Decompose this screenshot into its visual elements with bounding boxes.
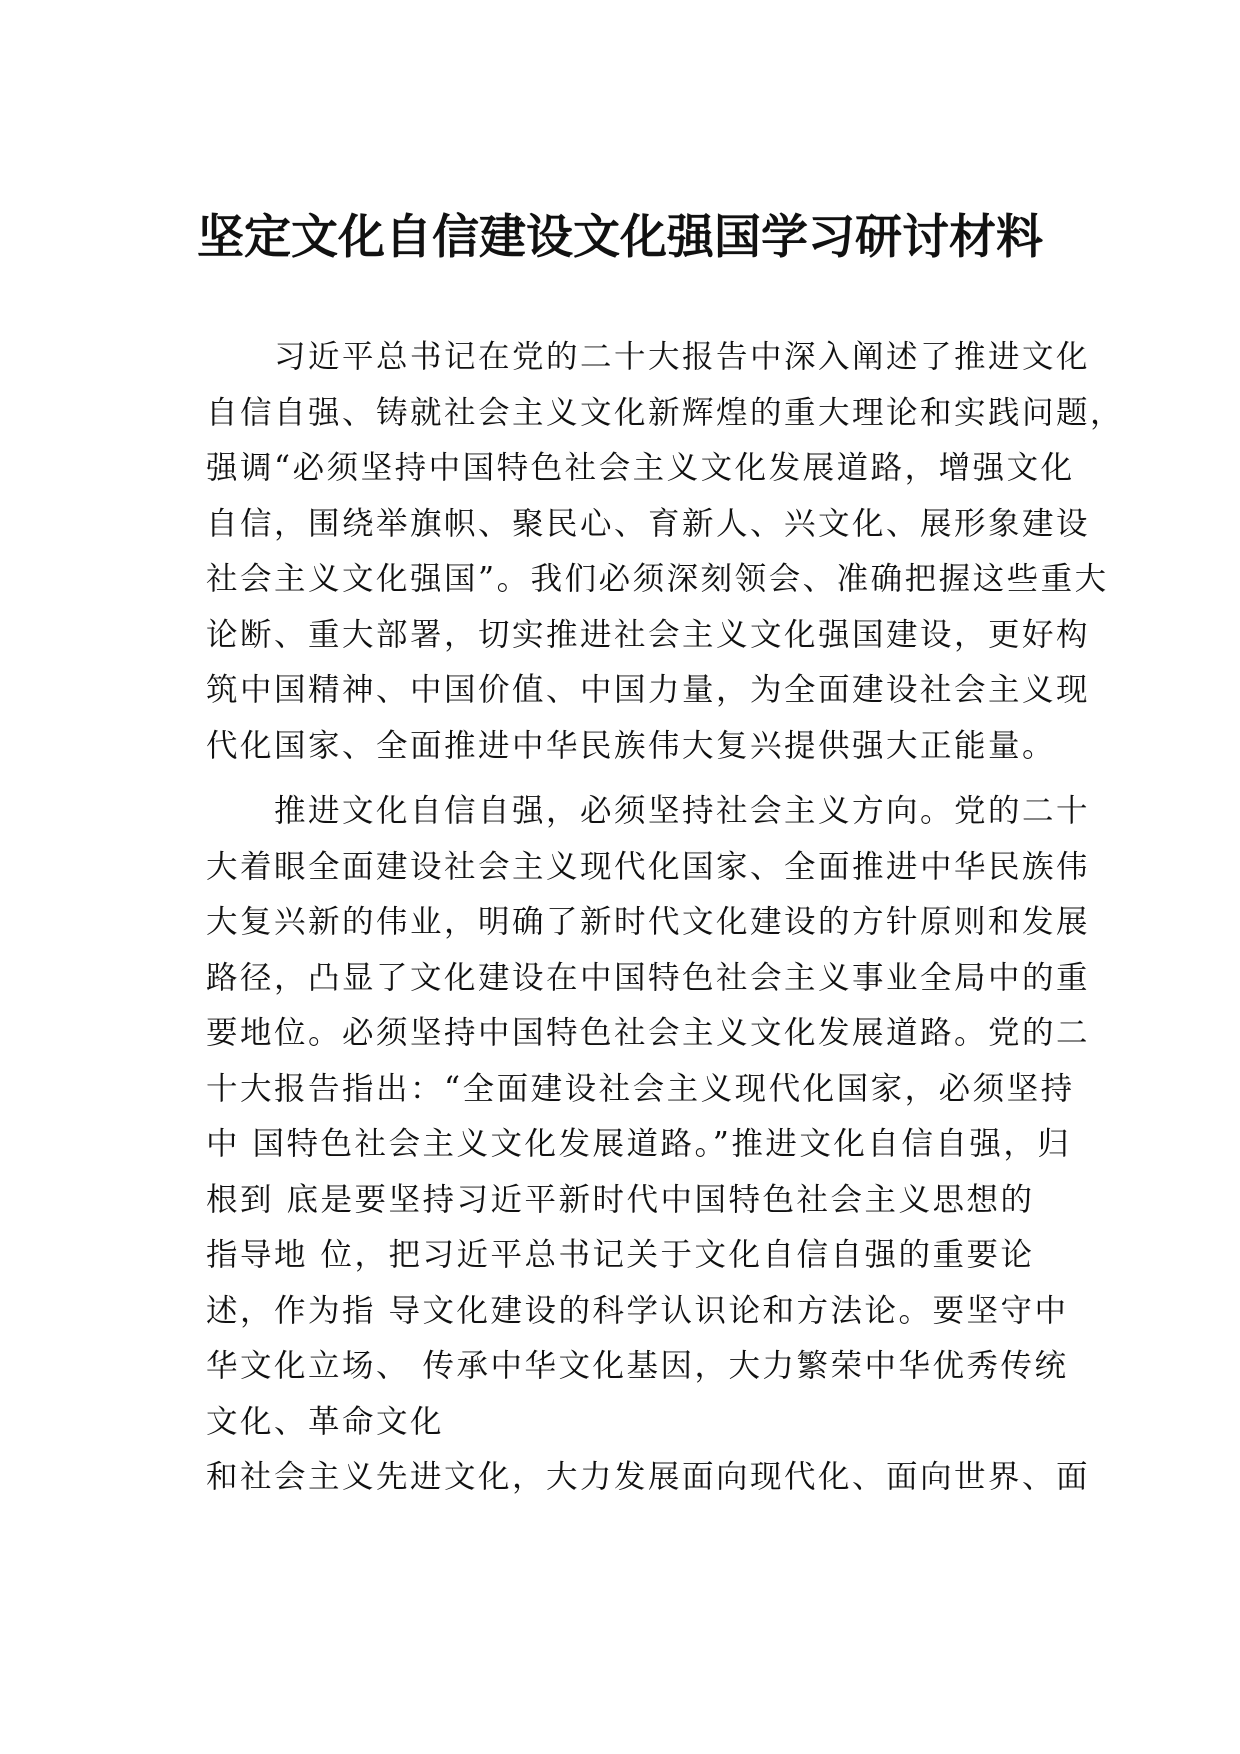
text-line: 指导地 位，把习近平总书记关于文化自信自强的重要论 [206, 1237, 1035, 1273]
text-line: 根到 底是要坚持习近平新时代中国特色社会主义思想的 [206, 1181, 1035, 1218]
text-line: 代化国家、全面推进中华民族伟大复兴提供强大正能量。 [206, 727, 1057, 764]
text-line: 文化、革命文化 [206, 1403, 445, 1440]
text-line: 大复兴新的伟业，明确了新时代文化建设的方针原则和发展 [206, 904, 1091, 940]
text-line: 自信自强、铸就社会主义文化新辉煌的重大理论和实践问题， [206, 394, 1125, 431]
text-line: 和社会主义先进文化，大力发展面向现代化、面向世界、面 [206, 1459, 1091, 1495]
document-title: 坚定文化自信建设文化强国学习研讨材料 [197, 210, 1043, 265]
text-line: 述，作为指 导文化建设的科学认识论和方法论。要坚守中 [206, 1292, 1069, 1329]
paragraph-2 [206, 789, 1091, 1499]
text-line: 十大报告指出：“全面建设社会主义现代化国家，必须坚持 [206, 1070, 1075, 1107]
text-line: 习近平总书记在党的二十大报告中深入阐述了推进文化 [206, 339, 1091, 375]
text-line: 筑中国精神、中国价值、中国力量，为全面建设社会主义现 [206, 672, 1091, 708]
text-line: 推进文化自信自强，必须坚持社会主义方向。党的二十 [206, 793, 1091, 829]
text-line: 强调“必须坚持中国特色社会主义文化发展道路，增强文化 [206, 450, 1075, 486]
paragraph-1 [206, 335, 1125, 768]
document-body [206, 335, 1125, 1511]
text-line: 华文化立场、 传承中华文化基因，大力繁荣中华优秀传统 [206, 1348, 1069, 1384]
text-line: 大着眼全面建设社会主义现代化国家、全面推进中华民族伟 [206, 848, 1091, 885]
text-line: 要地位。必须坚持中国特色社会主义文化发展道路。党的二 [206, 1015, 1091, 1051]
text-line: 自信，围绕举旗帜、聚民心、育新人、兴文化、展形象建设 [206, 505, 1091, 542]
text-line: 社会主义文化强国”。我们必须深刻领会、准确把握这些重大 [206, 561, 1109, 597]
text-line: 论断、重大部署，切实推进社会主义文化强国建设，更好构 [206, 616, 1091, 653]
text-line: 路径，凸显了文化建设在中国特色社会主义事业全局中的重 [206, 959, 1091, 996]
text-line: 中 国特色社会主义文化发展道路。”推进文化自信自强，归 [206, 1126, 1072, 1162]
